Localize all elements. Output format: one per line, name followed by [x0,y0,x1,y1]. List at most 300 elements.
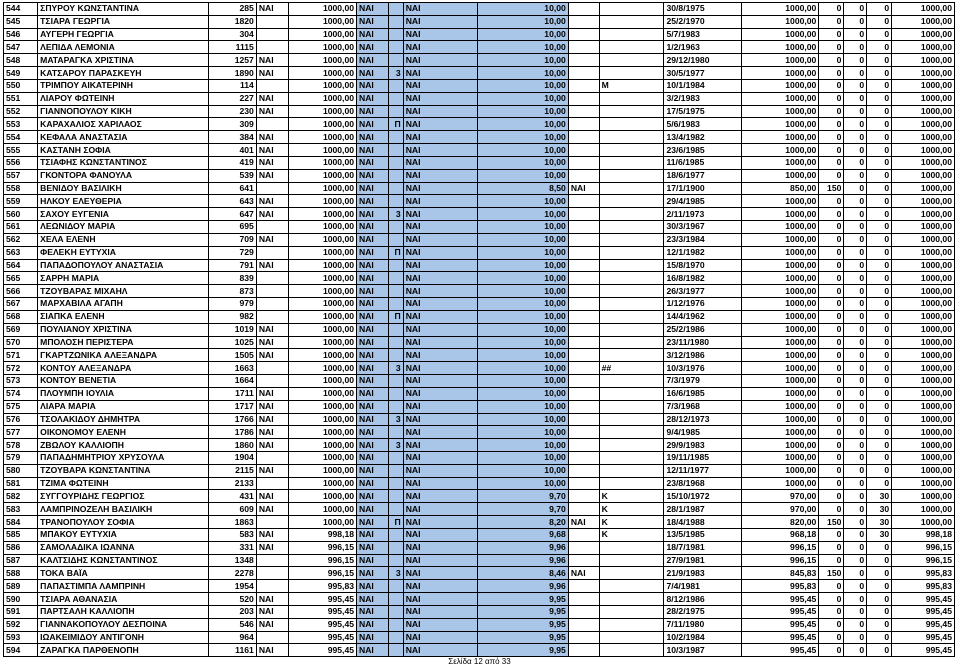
cell-points: 10,00 [477,451,568,464]
cell-score-amount: 1000,00 [288,259,356,272]
cell-row-number: 563 [4,246,38,259]
cell-registry-number: 1711 [208,387,256,400]
cell-bonus-a: 150 [819,567,844,580]
cell-category-code [388,92,403,105]
cell-total-amount: 995,45 [892,644,955,657]
table-row [4,233,955,246]
cell-yes-flag-3: ΝΑΙ [403,477,477,490]
cell-yes-flag-2: ΝΑΙ [357,118,389,131]
cell-birth-date: 18/4/1988 [664,516,741,529]
cell-code-letter [599,375,664,388]
cell-registry-number: 979 [208,298,256,311]
cell-total-amount: 1000,00 [892,503,955,516]
cell-base-amount: 1000,00 [741,131,818,144]
cell-total-amount: 1000,00 [892,387,955,400]
cell-yes-flag-1: ΝΑΙ [256,426,288,439]
cell-base-amount: 845,83 [741,567,818,580]
cell-registry-number: 331 [208,541,256,554]
cell-category-code: Π [388,310,403,323]
cell-bonus-c: 0 [867,15,892,28]
cell-registry-number: 1664 [208,375,256,388]
cell-base-amount: 1000,00 [741,387,818,400]
table-row [4,169,955,182]
cell-bonus-a: 0 [819,79,844,92]
cell-yes-flag-2: ΝΑΙ [357,336,389,349]
table-row [4,323,955,336]
cell-yes-flag-2: ΝΑΙ [357,451,389,464]
cell-full-name: ΚΟΝΤΟΥ ΑΛΕΞΑΝΔΡΑ [38,362,209,375]
cell-registry-number: 583 [208,528,256,541]
cell-base-amount: 1000,00 [741,375,818,388]
cell-points: 10,00 [477,464,568,477]
cell-total-amount: 1000,00 [892,79,955,92]
cell-registry-number: 227 [208,92,256,105]
cell-code-letter [599,439,664,452]
cell-yes-flag-3: ΝΑΙ [403,362,477,375]
table-row [4,387,955,400]
cell-score-amount: 995,45 [288,605,356,618]
table-row [4,580,955,593]
cell-yes-flag-3: ΝΑΙ [403,54,477,67]
cell-base-amount: 995,45 [741,605,818,618]
cell-registry-number: 695 [208,221,256,234]
cell-full-name: ΤΖΙΜΑ ΦΩΤΕΙΝΗ [38,477,209,490]
table-row [4,182,955,195]
cell-yes-flag-2: ΝΑΙ [357,580,389,593]
cell-birth-date: 10/3/1976 [664,362,741,375]
table-row [4,67,955,80]
cell-bonus-a: 0 [819,323,844,336]
cell-total-amount: 1000,00 [892,246,955,259]
cell-birth-date: 30/3/1967 [664,221,741,234]
cell-birth-date: 1/2/1963 [664,41,741,54]
cell-code-letter: Κ [599,516,664,529]
cell-birth-date: 16/8/1982 [664,272,741,285]
table-row [4,272,955,285]
cell-birth-date: 30/8/1975 [664,3,741,16]
cell-bonus-b: 0 [844,451,867,464]
cell-yes-flag-2: ΝΑΙ [357,298,389,311]
cell-yes-flag-1: ΝΑΙ [256,464,288,477]
cell-row-number: 593 [4,631,38,644]
cell-full-name: ΤΖΟΥΒΑΡΑ ΚΩΝΣΤΑΝΤΙΝΑ [38,464,209,477]
cell-bonus-a: 0 [819,593,844,606]
cell-full-name: ΠΑΠΑΣΤΙΜΠΑ ΛΑΜΠΡΙΝΗ [38,580,209,593]
cell-yes-flag-1: ΝΑΙ [256,593,288,606]
cell-yes-flag-3: ΝΑΙ [403,567,477,580]
cell-code-letter [599,310,664,323]
cell-score-amount: 1000,00 [288,375,356,388]
cell-bonus-a: 0 [819,528,844,541]
cell-bonus-b: 0 [844,15,867,28]
cell-yes-flag-4 [568,644,599,657]
cell-score-amount: 996,15 [288,541,356,554]
cell-code-letter [599,118,664,131]
cell-points: 10,00 [477,169,568,182]
cell-points: 9,95 [477,593,568,606]
cell-yes-flag-2: ΝΑΙ [357,67,389,80]
cell-bonus-a: 0 [819,246,844,259]
cell-yes-flag-3: ΝΑΙ [403,118,477,131]
cell-bonus-a: 0 [819,310,844,323]
cell-score-amount: 995,45 [288,631,356,644]
cell-code-letter [599,67,664,80]
cell-total-amount: 1000,00 [892,285,955,298]
cell-bonus-b: 0 [844,131,867,144]
table-body [4,3,955,657]
cell-birth-date: 17/1/1900 [664,182,741,195]
cell-score-amount: 1000,00 [288,246,356,259]
cell-row-number: 579 [4,451,38,464]
cell-yes-flag-4 [568,221,599,234]
cell-row-number: 571 [4,349,38,362]
cell-bonus-a: 0 [819,400,844,413]
cell-yes-flag-3: ΝΑΙ [403,28,477,41]
cell-code-letter [599,233,664,246]
cell-category-code: Π [388,118,403,131]
cell-bonus-b: 0 [844,221,867,234]
cell-bonus-b: 0 [844,169,867,182]
cell-yes-flag-2: ΝΑΙ [357,477,389,490]
cell-points: 10,00 [477,156,568,169]
cell-yes-flag-4 [568,28,599,41]
cell-points: 10,00 [477,92,568,105]
cell-bonus-c: 0 [867,259,892,272]
cell-score-amount: 1000,00 [288,349,356,362]
cell-yes-flag-4 [568,554,599,567]
cell-base-amount: 1000,00 [741,3,818,16]
cell-bonus-c: 0 [867,644,892,657]
cell-yes-flag-3: ΝΑΙ [403,246,477,259]
cell-bonus-b: 0 [844,208,867,221]
cell-points: 10,00 [477,105,568,118]
cell-score-amount: 1000,00 [288,426,356,439]
cell-score-amount: 995,45 [288,618,356,631]
cell-total-amount: 996,15 [892,554,955,567]
cell-bonus-a: 0 [819,15,844,28]
cell-yes-flag-4 [568,439,599,452]
cell-score-amount: 1000,00 [288,131,356,144]
cell-yes-flag-2: ΝΑΙ [357,272,389,285]
cell-bonus-b: 0 [844,28,867,41]
cell-yes-flag-1: ΝΑΙ [256,195,288,208]
cell-birth-date: 1/12/1976 [664,298,741,311]
cell-full-name: ΣΙΑΠΚΑ ΕΛΕΝΗ [38,310,209,323]
cell-total-amount: 1000,00 [892,92,955,105]
cell-registry-number: 709 [208,233,256,246]
cell-bonus-c: 0 [867,118,892,131]
cell-category-code [388,528,403,541]
cell-registry-number: 2133 [208,477,256,490]
cell-registry-number: 609 [208,503,256,516]
cell-yes-flag-1 [256,631,288,644]
cell-birth-date: 28/12/1973 [664,413,741,426]
cell-yes-flag-1 [256,451,288,464]
cell-registry-number: 2115 [208,464,256,477]
cell-yes-flag-2: ΝΑΙ [357,593,389,606]
cell-row-number: 578 [4,439,38,452]
table-row [4,618,955,631]
cell-bonus-a: 0 [819,131,844,144]
cell-yes-flag-4 [568,490,599,503]
cell-points: 9,96 [477,580,568,593]
cell-yes-flag-3: ΝΑΙ [403,105,477,118]
cell-base-amount: 1000,00 [741,323,818,336]
cell-category-code [388,387,403,400]
cell-bonus-b: 0 [844,285,867,298]
cell-registry-number: 647 [208,208,256,221]
cell-yes-flag-1 [256,362,288,375]
cell-points: 10,00 [477,15,568,28]
cell-bonus-a: 0 [819,644,844,657]
cell-registry-number: 384 [208,131,256,144]
cell-code-letter [599,426,664,439]
cell-yes-flag-4 [568,3,599,16]
cell-code-letter [599,259,664,272]
cell-yes-flag-2: ΝΑΙ [357,439,389,452]
cell-bonus-b: 0 [844,426,867,439]
cell-row-number: 560 [4,208,38,221]
cell-category-code: 3 [388,208,403,221]
cell-yes-flag-4 [568,362,599,375]
cell-bonus-c: 0 [867,400,892,413]
cell-bonus-b: 0 [844,349,867,362]
cell-base-amount: 1000,00 [741,285,818,298]
cell-total-amount: 1000,00 [892,400,955,413]
cell-total-amount: 1000,00 [892,490,955,503]
cell-code-letter [599,131,664,144]
cell-score-amount: 1000,00 [288,451,356,464]
cell-registry-number: 873 [208,285,256,298]
cell-bonus-c: 30 [867,528,892,541]
cell-total-amount: 1000,00 [892,413,955,426]
cell-bonus-c: 30 [867,490,892,503]
cell-bonus-a: 0 [819,195,844,208]
cell-points: 10,00 [477,259,568,272]
cell-code-letter [599,221,664,234]
cell-bonus-a: 0 [819,144,844,157]
cell-points: 10,00 [477,144,568,157]
cell-total-amount: 995,45 [892,593,955,606]
cell-yes-flag-2: ΝΑΙ [357,41,389,54]
cell-points: 10,00 [477,195,568,208]
cell-bonus-c: 0 [867,323,892,336]
cell-bonus-a: 0 [819,605,844,618]
table-row [4,503,955,516]
cell-bonus-a: 0 [819,169,844,182]
cell-code-letter [599,451,664,464]
cell-bonus-b: 0 [844,233,867,246]
cell-base-amount: 1000,00 [741,92,818,105]
cell-bonus-c: 0 [867,195,892,208]
cell-full-name: ΤΟΚΑ ΒΑΪΑ [38,567,209,580]
cell-yes-flag-4 [568,336,599,349]
cell-category-code [388,554,403,567]
cell-bonus-c: 0 [867,464,892,477]
cell-registry-number: 309 [208,118,256,131]
cell-registry-number: 1904 [208,451,256,464]
cell-bonus-b: 0 [844,118,867,131]
table-row [4,208,955,221]
cell-birth-date: 28/2/1975 [664,605,741,618]
cell-row-number: 592 [4,618,38,631]
cell-score-amount: 995,83 [288,580,356,593]
cell-category-code [388,541,403,554]
cell-yes-flag-3: ΝΑΙ [403,541,477,554]
cell-bonus-b: 0 [844,182,867,195]
cell-total-amount: 1000,00 [892,464,955,477]
cell-yes-flag-1 [256,272,288,285]
cell-row-number: 551 [4,92,38,105]
cell-category-code [388,349,403,362]
cell-code-letter [599,336,664,349]
cell-yes-flag-2: ΝΑΙ [357,605,389,618]
cell-category-code [388,580,403,593]
cell-row-number: 589 [4,580,38,593]
cell-points: 9,95 [477,618,568,631]
cell-category-code [388,41,403,54]
cell-birth-date: 13/5/1985 [664,528,741,541]
cell-code-letter [599,92,664,105]
cell-score-amount: 1000,00 [288,105,356,118]
cell-bonus-c: 0 [867,593,892,606]
cell-yes-flag-4 [568,41,599,54]
cell-points: 10,00 [477,375,568,388]
cell-category-code [388,464,403,477]
cell-full-name: ΜΑΤΑΡΑΓΚΑ ΧΡΙΣΤΙΝΑ [38,54,209,67]
cell-registry-number: 964 [208,631,256,644]
cell-code-letter [599,105,664,118]
cell-yes-flag-3: ΝΑΙ [403,15,477,28]
cell-category-code [388,105,403,118]
cell-score-amount: 1000,00 [288,15,356,28]
cell-yes-flag-1: ΝΑΙ [256,541,288,554]
cell-bonus-c: 0 [867,387,892,400]
cell-bonus-a: 0 [819,41,844,54]
cell-score-amount: 1000,00 [288,208,356,221]
cell-yes-flag-3: ΝΑΙ [403,79,477,92]
cell-points: 10,00 [477,298,568,311]
cell-yes-flag-1: ΝΑΙ [256,349,288,362]
cell-bonus-c: 0 [867,439,892,452]
cell-row-number: 559 [4,195,38,208]
cell-yes-flag-4 [568,400,599,413]
cell-yes-flag-1: ΝΑΙ [256,259,288,272]
cell-birth-date: 19/11/1985 [664,451,741,464]
cell-total-amount: 1000,00 [892,118,955,131]
cell-bonus-a: 0 [819,336,844,349]
cell-yes-flag-1: ΝΑΙ [256,92,288,105]
cell-total-amount: 1000,00 [892,15,955,28]
cell-total-amount: 995,45 [892,631,955,644]
cell-bonus-b: 0 [844,618,867,631]
table-row [4,605,955,618]
cell-category-code [388,593,403,606]
cell-category-code [388,605,403,618]
cell-row-number: 564 [4,259,38,272]
cell-bonus-a: 0 [819,3,844,16]
cell-row-number: 550 [4,79,38,92]
cell-registry-number: 401 [208,144,256,157]
cell-yes-flag-4 [568,272,599,285]
cell-score-amount: 1000,00 [288,298,356,311]
cell-code-letter [599,567,664,580]
cell-yes-flag-4 [568,195,599,208]
cell-full-name: ΚΕΦΑΛΑ ΑΝΑΣΤΑΣΙΑ [38,131,209,144]
cell-row-number: 584 [4,516,38,529]
cell-code-letter [599,28,664,41]
cell-bonus-a: 0 [819,580,844,593]
cell-total-amount: 1000,00 [892,439,955,452]
table-row [4,451,955,464]
cell-birth-date: 27/9/1981 [664,554,741,567]
cell-yes-flag-3: ΝΑΙ [403,272,477,285]
cell-total-amount: 995,83 [892,580,955,593]
cell-total-amount: 1000,00 [892,131,955,144]
cell-yes-flag-3: ΝΑΙ [403,323,477,336]
cell-yes-flag-2: ΝΑΙ [357,554,389,567]
cell-yes-flag-3: ΝΑΙ [403,310,477,323]
table-row [4,349,955,362]
cell-bonus-a: 0 [819,413,844,426]
cell-category-code [388,285,403,298]
cell-registry-number: 641 [208,182,256,195]
cell-code-letter: Κ [599,528,664,541]
cell-registry-number: 1663 [208,362,256,375]
cell-registry-number: 1348 [208,554,256,567]
cell-registry-number: 643 [208,195,256,208]
cell-row-number: 583 [4,503,38,516]
cell-points: 10,00 [477,221,568,234]
cell-bonus-c: 0 [867,105,892,118]
cell-yes-flag-4: ΝΑΙ [568,516,599,529]
cell-row-number: 555 [4,144,38,157]
cell-yes-flag-4 [568,67,599,80]
table-row [4,477,955,490]
cell-yes-flag-2: ΝΑΙ [357,221,389,234]
cell-bonus-a: 0 [819,618,844,631]
cell-full-name: ΖΑΡΑΓΚΑ ΠΑΡΘΕΝΟΠΗ [38,644,209,657]
cell-bonus-c: 0 [867,477,892,490]
cell-bonus-a: 0 [819,439,844,452]
cell-points: 8,50 [477,182,568,195]
table-row [4,195,955,208]
cell-code-letter [599,349,664,362]
cell-row-number: 569 [4,323,38,336]
cell-birth-date: 7/4/1981 [664,580,741,593]
cell-yes-flag-1: ΝΑΙ [256,144,288,157]
cell-category-code [388,375,403,388]
cell-code-letter [599,182,664,195]
cell-bonus-a: 0 [819,451,844,464]
cell-bonus-b: 0 [844,67,867,80]
cell-yes-flag-2: ΝΑΙ [357,631,389,644]
cell-yes-flag-1: ΝΑΙ [256,413,288,426]
cell-yes-flag-3: ΝΑΙ [403,233,477,246]
cell-base-amount: 1000,00 [741,54,818,67]
cell-bonus-a: 0 [819,631,844,644]
cell-full-name: ΤΣΟΛΑΚΙΔΟΥ ΔΗΜΗΤΡΑ [38,413,209,426]
cell-total-amount: 1000,00 [892,182,955,195]
cell-yes-flag-1: ΝΑΙ [256,169,288,182]
cell-yes-flag-1: ΝΑΙ [256,387,288,400]
cell-bonus-a: 0 [819,92,844,105]
cell-yes-flag-3: ΝΑΙ [403,375,477,388]
cell-base-amount: 1000,00 [741,362,818,375]
cell-yes-flag-2: ΝΑΙ [357,233,389,246]
cell-code-letter [599,477,664,490]
cell-birth-date: 2/11/1973 [664,208,741,221]
